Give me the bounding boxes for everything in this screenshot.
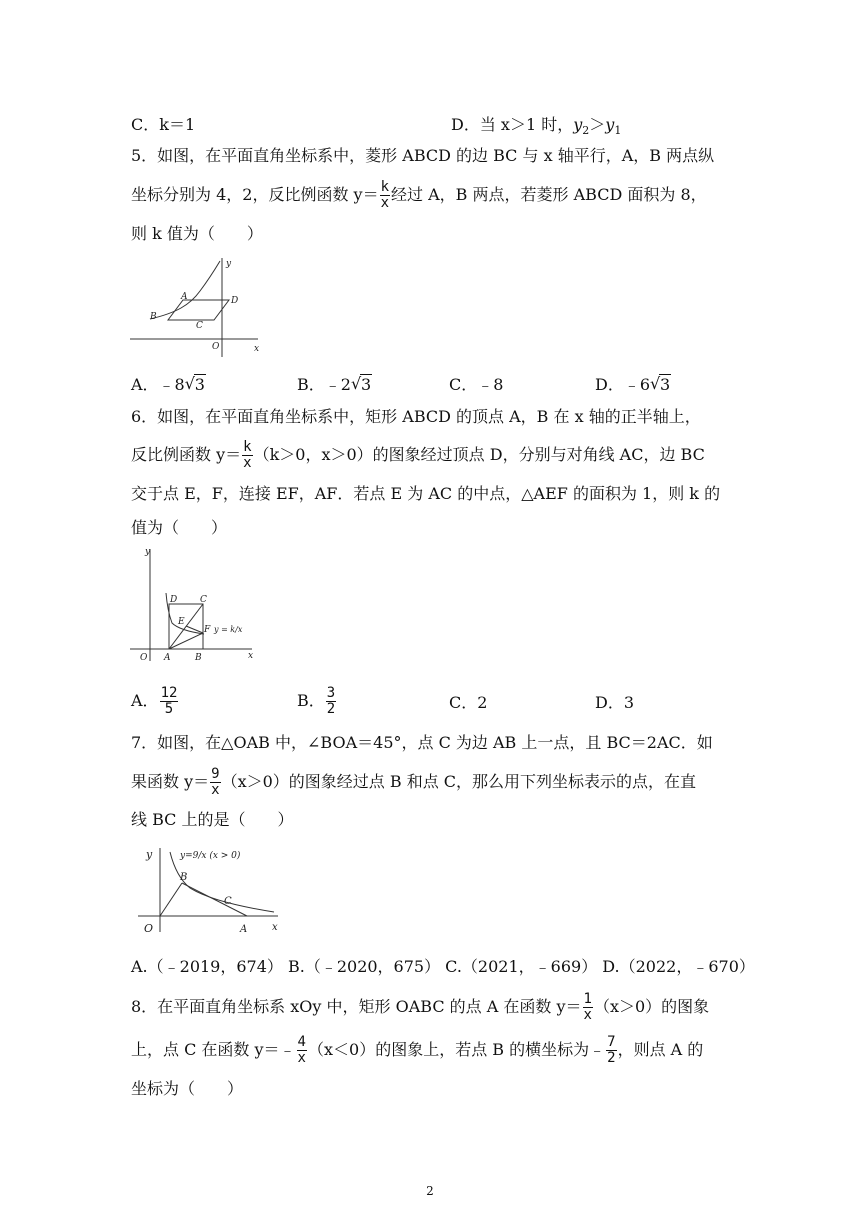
q8-line2: 上，点 C 在函数 y＝﹣ $\frac{4}{x}$ （x＜0）的图象上，若点 B 的横坐标为﹣ $\frac{7}{2}$ ，则点 A 的	[131, 1034, 704, 1066]
q6-figure	[128, 545, 258, 665]
q6-option-c: C．2	[449, 693, 488, 712]
q5-label-c: C	[196, 321, 203, 331]
q7-options: A.（﹣2019，674） B.（﹣2020，675） C.（2021，﹣669） D.（2022，﹣670）	[131, 957, 755, 976]
page-number: 2	[426, 1184, 434, 1198]
q6-line4: 值为（ ）	[131, 518, 228, 537]
q6-label-d: D	[170, 595, 178, 605]
q6-label-e: E	[178, 617, 185, 627]
prev-option-c: C．k＝1	[131, 115, 196, 134]
q6-option-a: A． $\frac{12}{5}$	[131, 685, 178, 717]
q5-line2: 坐标分别为 4，2，反比例函数 y＝ $\frac{k}{x}$ 经过 A，B 两点，若菱形 ABCD 面积为 8，	[131, 179, 707, 211]
q5-label-a: A	[181, 292, 188, 302]
q7-label-c: C	[224, 896, 232, 907]
q6-label-x: x	[248, 651, 254, 661]
q6-label-y: y	[145, 547, 151, 557]
q5-option-d: D．﹣6√ 3	[595, 372, 671, 395]
q8-line1: 8．在平面直角坐标系 xOy 中，矩形 OABC 的点 A 在函数 y＝ $\frac{1}{x}$ （x＞0）的图象	[131, 991, 710, 1023]
q5-figure	[128, 253, 268, 363]
q5-line1: 5．如图，在平面直角坐标系中，菱形 ABCD 的边 BC 与 x 轴平行，A，B 两点纵	[131, 146, 715, 165]
q7-label-a: A	[240, 924, 248, 935]
q7-label-o: O	[144, 922, 154, 935]
q6-label-a: A	[164, 653, 171, 663]
q6-label-c: C	[200, 595, 207, 605]
q6-line3: 交于点 E，F，连接 EF，AF．若点 E 为 AC 的中点，△AEF 的面积为 1，则 k 的	[131, 484, 721, 503]
q7-label-y: y	[146, 848, 153, 861]
q6-label-b: B	[195, 653, 202, 663]
q7-label-b: B	[180, 872, 188, 883]
q5-option-c: C．﹣8	[449, 375, 504, 394]
q6-label-o: O	[140, 653, 148, 663]
q6-line1: 6．如图，在平面直角坐标系中，矩形 ABCD 的顶点 A，B 在 x 轴的正半轴上，	[131, 407, 701, 426]
q5-label-b: B	[150, 312, 157, 322]
q7-label-x: x	[272, 922, 278, 933]
q7-line1: 7．如图，在△OAB 中，∠BOA＝45°，点 C 为边 AB 上一点，且 BC＝2AC．如	[131, 733, 713, 752]
q7-line3: 线 BC 上的是（ ）	[131, 810, 294, 829]
q5-label-o: O	[212, 342, 220, 352]
q6-option-d: D．3	[595, 693, 635, 712]
q5-option-b: B．﹣2√ 3	[297, 372, 372, 395]
prev-option-d: D．当 x＞1 时，$y_2>y_1$	[451, 115, 622, 138]
q6-option-b: B． $\frac{3}{2}$	[297, 685, 336, 717]
q5-label-d: D	[231, 296, 239, 306]
q5-label-y: y	[226, 259, 232, 269]
q5-line3: 则 k 值为（ ）	[131, 224, 263, 243]
q7-figure	[132, 840, 292, 940]
q7-line2: 果函数 y＝ $\frac{9}{x}$ （x＞0）的图象经过点 B 和点 C，那么用下列坐标表示的点，在直	[131, 766, 697, 798]
q6-label-func: y = k/x	[214, 625, 243, 634]
q7-label-func: y=9/x (x > 0)	[180, 851, 241, 861]
q5-label-x: x	[254, 344, 260, 354]
q6-label-f: F	[204, 625, 211, 635]
q8-line3: 坐标为（ ）	[131, 1079, 244, 1098]
q6-line2: 反比例函数 y＝ $\frac{k}{x}$ （k＞0，x＞0）的图象经过顶点 D，分别与对角线 AC，边 BC	[131, 439, 705, 471]
q5-option-a: A．﹣8√ 3	[131, 372, 206, 395]
